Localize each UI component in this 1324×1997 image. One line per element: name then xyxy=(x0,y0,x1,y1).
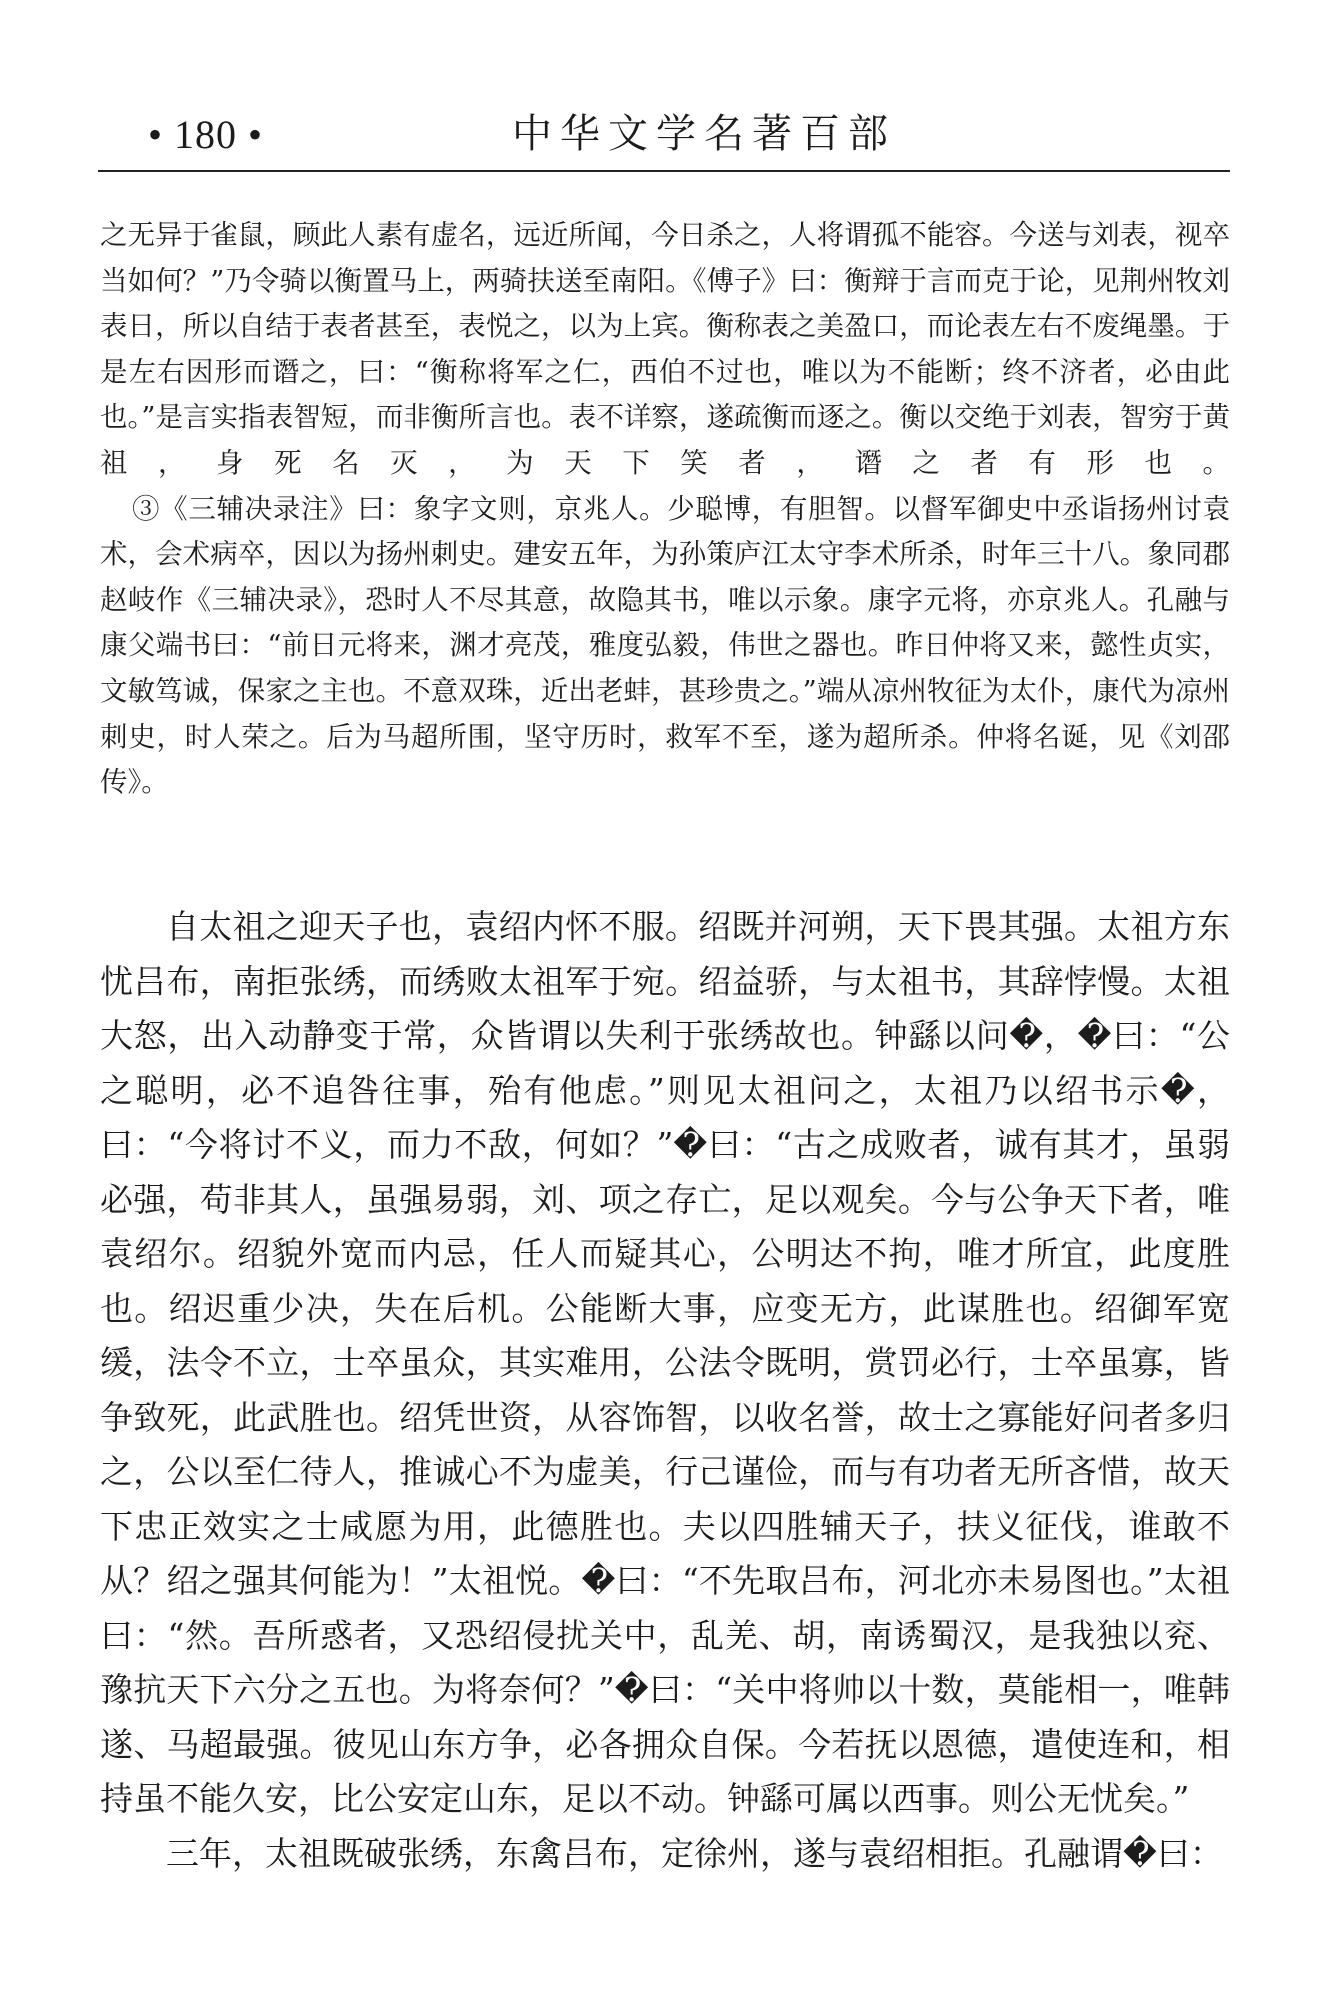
main-paragraph: 三年，太祖既破张绣，东禽吕布，定徐州，遂与袁绍相拒。孔融谓�曰： xyxy=(166,1833,1223,1873)
main-paragraph: 自太祖之迎天子也，袁绍内怀不服。绍既并河朔，天下畏其强。太祖方东忧吕布，南拒张绣，而绣败太祖军于宛。绍益骄，与太祖书，其辞悖慢。太祖大怒，出入动静变于常，众皆谓以失利于张绣故也。钟繇以问�，�曰：“公之聪明，必不追咎往事，殆有他虑。”则见太祖问之，太祖乃以绍书示�，曰：“今将讨不义，而力不敌，何如？”�曰：“古之成败者，诚有其才，虽弱必强，苟非其人，虽强易弱，刘、项之存亡，足以观矣。今与公争天下者，唯袁绍尔。绍貌外宽而内忌，任人而疑其心，公明达不拘，唯才所宜，此度胜也。绍迟重少决，失在后机。公能断大事，应变无方，此谋胜也。绍御军宽缓，法令不立，士卒虽众，其实难用，公法令既明，赏罚必行，士卒虽寡，皆争致死，此武胜也。绍凭世资，从容饰智，以收名誉，故士之寡能好问者多归之，公以至仁待人，推诚心不为虚美，行己谨俭，而与有功者无所吝惜，故天下忠正效实之士咸愿为用，此德胜也。夫以四胜辅天子，扶义征伐，谁敢不从？绍之强其何能为！”太祖悦。�曰：“不先取吕布，河北亦未易图也。”太祖曰：“然。吾所惑者，又恐绍侵扰关中，乱羌、胡，南诱蜀汉，是我独以兖、豫抗天下六分之五也。为将奈何？”�曰：“关中将帅以十数，莫能相一，唯韩遂、马超最强。彼见山东方争，必各拥众自保。今若抚以恩德，遣使连和，相持虽不能久安，比公安定山东，足以不动。钟繇可属以西事。则公无忧矣。” xyxy=(100,907,1230,1818)
commentary-notes xyxy=(100,213,1230,806)
header-rule xyxy=(98,170,1230,172)
main-text xyxy=(100,900,1230,1881)
book-title: 中华文学名著百部 xyxy=(512,111,896,157)
page-number: • 180 • xyxy=(148,112,264,157)
note-paragraph: ③《三辅决录注》曰：象字文则，京兆人。少聪博，有胆智。以督军御史中丞诣扬州讨袁术，会术病卒，因以为扬州刺史。建安五年，为孙策庐江太守李术所杀，时年三十八。象同郡赵岐作《三辅决录》，恐时人不尽其意，故隐其书，唯以示象。康字元将，亦京兆人。孔融与康父端书曰：“前日元将来，渊才亮茂，雅度弘毅，伟世之器也。昨日仲将又来，懿性贞实，文敏笃诚，保家之主也。不意双珠，近出老蚌，甚珍贵之。”端从凉州牧征为太仆，康代为凉州刺史，时人荣之。后为马超所围，坚守历时，救军不至，遂为超所杀。仲将名诞，见《刘邵传》。 xyxy=(100,492,1230,799)
note-paragraph: 之无异于雀鼠，顾此人素有虚名，远近所闻，今日杀之，人将谓孤不能容。今送与刘表，视卒当如何？”乃令骑以衡置马上，两骑扶送至南阳。《傅子》曰：衡辩于言而克于论，见荆州牧刘表日，所以自结于表者甚至，表悦之，以为上宾。衡称表之美盈口，而论表左右不废绳墨。于是左右因形而谮之，曰：“衡称将军之仁，西伯不过也，唯以为不能断；终不济者，必由此也。”是言实指表智短，而非衡所言也。表不详察，遂疏衡而逐之。衡以交绝于刘表，智穷于黄祖，身死名灭，为天下笑者，谮之者有形也。 xyxy=(100,219,1230,479)
